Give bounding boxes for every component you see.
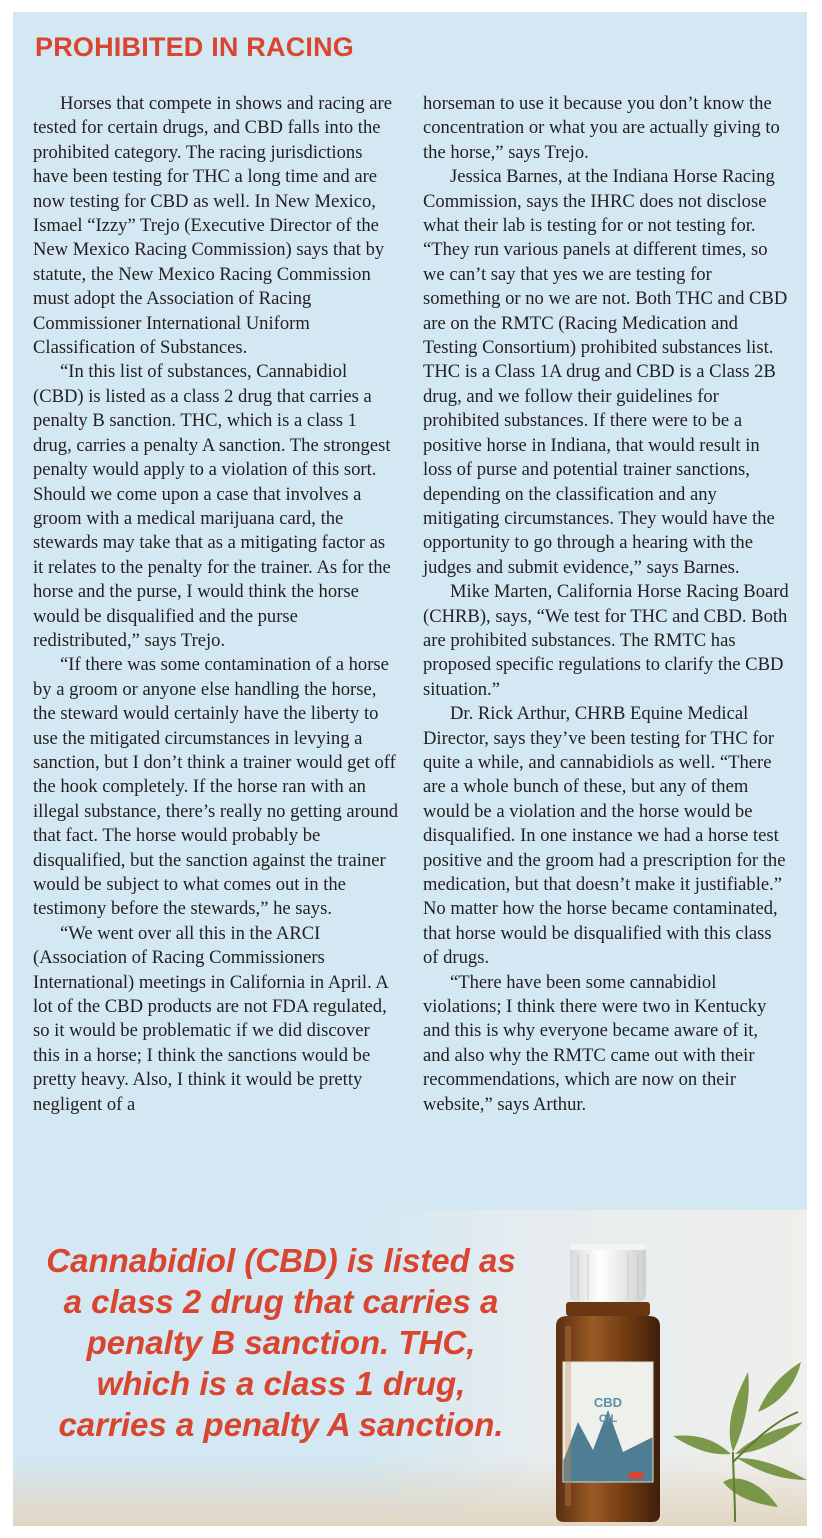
pull-quote: Cannabidiol (CBD) is listed as a class 2 drug that carries a penalty B sanction. THC, which is a class 1 drug, carries a penalty A sanction. bbox=[46, 1242, 516, 1443]
bottle-label-line1: CBD bbox=[593, 1395, 623, 1410]
paragraph: “There have been some cannabidiol violations; I think there were two in Kentucky and this is why everyone became aware of it, and also why the RMTC came out with their recommendations, which are now on their website,” says Arthur. bbox=[423, 971, 767, 1115]
paragraph: Dr. Rick Arthur, CHRB Equine Medical Director, says they’ve been testing for THC for quite a while, and cannabidiols as well. “There are a whole bunch of these, but any of them would be a violation and the horse would be disqualified. In one instance we had a horse test positive and the groom had a prescription for the medication, but that doesn’t make it justifiable.” No matter how the horse became contaminated, that horse would be disqualified with this class of drugs. bbox=[423, 703, 786, 969]
paragraph-continuation: horseman to use it because you don’t know the concentration or what you are actually giving to the horse,” says Trejo. bbox=[423, 93, 780, 163]
right-column bbox=[423, 92, 789, 1117]
left-column bbox=[33, 92, 399, 1117]
paragraph: Horses that compete in shows and racing are tested for certain drugs, and CBD falls into the prohibited category. The racing jurisdictions have been testing for THC a long time and are now testing for CBD as well. In New Mexico, Ismael “Izzy” Trejo (Executive Director of the New Mexico Racing Commission) says that by statute, the New Mexico Racing Commission must adopt the Association of Racing Commissioner International Uniform Classification of Substances. bbox=[33, 93, 393, 359]
oil-bottle-icon bbox=[556, 1244, 660, 1522]
section-heading: PROHIBITED IN RACING bbox=[35, 32, 355, 62]
hemp-leaf-icon bbox=[673, 1362, 807, 1507]
paragraph: “In this list of substances, Cannabidiol (CBD) is listed as a class 2 drug that carries a penalty B sanction. THC, which is a class 1 drug, carries a penalty A sanction. The strongest penalty would apply to a violation of this sort. Should we come upon a case that involves a groom with a medical marijuana card, the stewards may take that as a mitigating factor as it relates to the penalty for the trainer. As for the horse and the purse, I would think the horse would be disqualified and the purse redistributed,” says Trejo. bbox=[33, 361, 391, 651]
cbd-oil-bottle-photo bbox=[523, 1222, 807, 1526]
article-panel bbox=[13, 12, 807, 1526]
paragraph: Mike Marten, California Horse Racing Board (CHRB), says, “We test for THC and CBD. Both are prohibited substances. The RMTC has proposed specific regulations to clarify the CBD situation.” bbox=[423, 581, 789, 700]
paragraph: Jessica Barnes, at the Indiana Horse Racing Commission, says the IHRC does not disclose what their lab is testing for or not testing for. “They run various panels at different times, so we can’t say that yes we are testing for something or no we are not. Both THC and CBD are on the RMTC (Racing Medication and Testing Consortium) prohibited substances list. THC is a Class 1A drug and CBD is a Class 2B drug, and we follow their guidelines for prohibited substances. If there were to be a positive horse in Indiana, that would result in loss of purse and potential trainer sanctions, depending on the classification and any mitigating circumstances. They would have the opportunity to go through a hearing with the judges and submit evidence,” says Barnes. bbox=[423, 166, 788, 578]
bottle-label-line2: OIL bbox=[598, 1413, 618, 1425]
paragraph: “If there was some contamination of a horse by a groom or anyone else handling the horse, the steward would certainly have the liberty to use the mitigated circumstances in levying a sanction, but I don’t think a trainer would get off the hook completely. If the horse ran with an illegal substance, there’s really no getting around that fact. The horse would probably be disqualified, but the sanction against the trainer would be subject to what comes out in the testimony before the stewards,” he says. bbox=[33, 654, 399, 920]
paragraph: “We went over all this in the ARCI (Association of Racing Commissioners International) meetings in California in April. A lot of the CBD products are not FDA regulated, so it would be problematic if we did discover this in a horse; I think the sanctions would be pretty heavy. Also, I think it would be pretty negligent of a bbox=[33, 922, 388, 1115]
